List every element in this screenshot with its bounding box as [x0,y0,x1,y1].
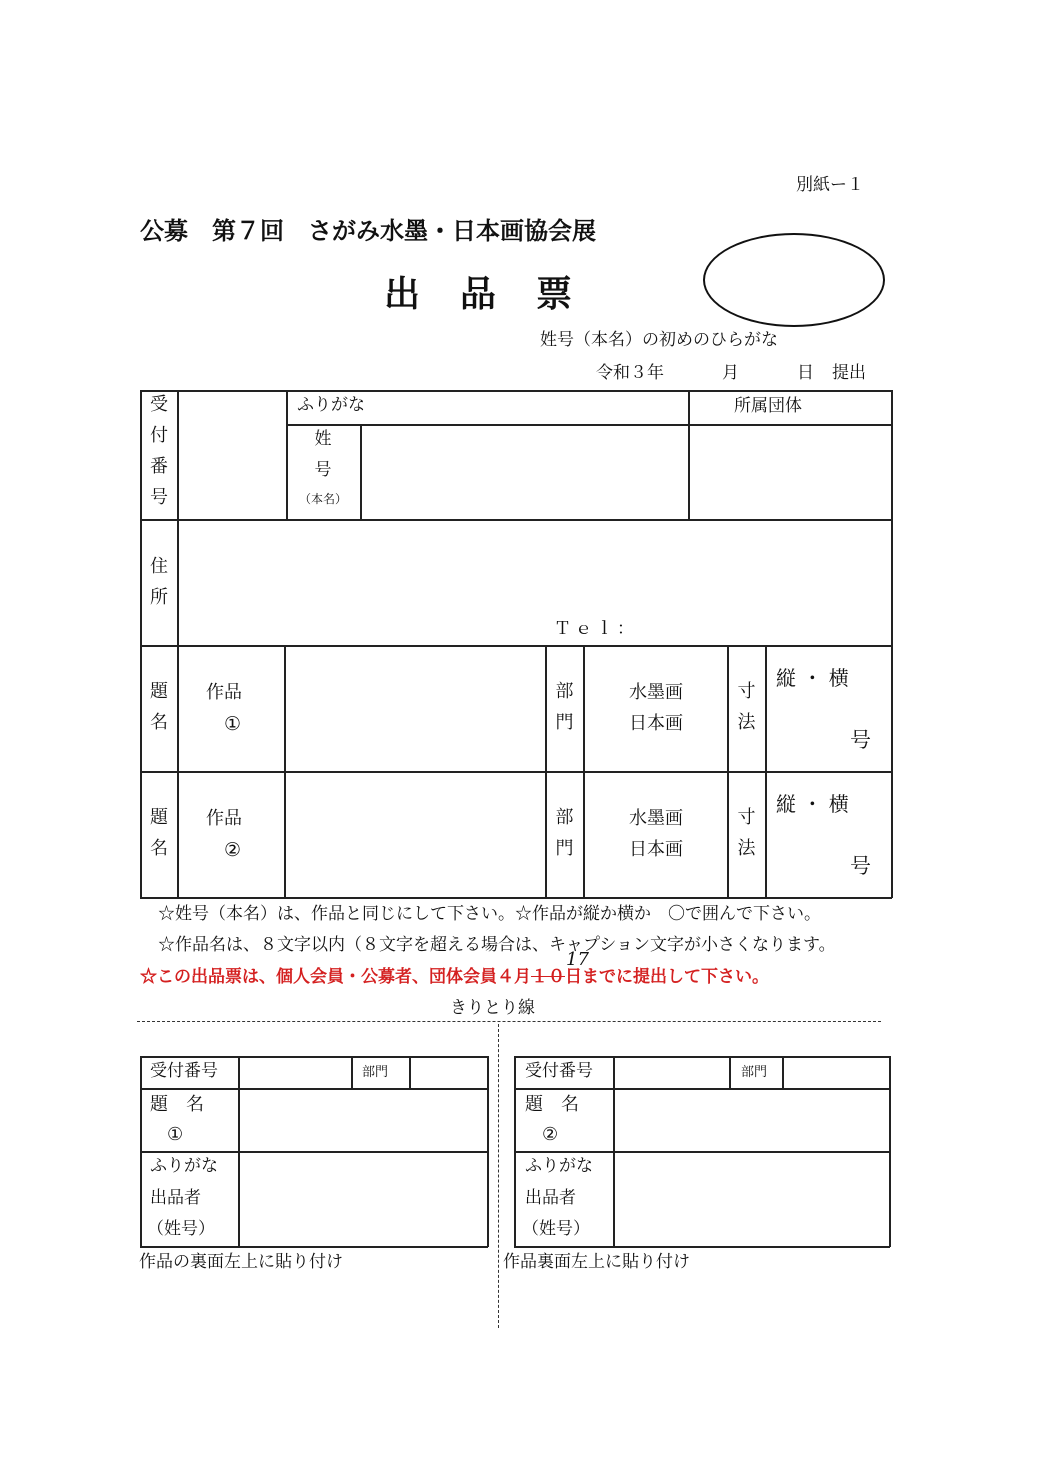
deadline-text-end: 日までに提出して下さい。 [565,967,769,987]
name-char: 姓 [314,429,332,449]
date-era: 令和３年 [596,363,664,383]
division-label [545,683,584,732]
name-char: 号 [314,460,332,480]
size-label [727,683,766,732]
date-month: 月 [722,363,739,383]
tag-2-reception-label: 受付番号 [525,1061,593,1081]
size-unit: 号 [850,728,871,752]
size-char: 法 [737,712,756,733]
note-name-same: ☆姓号（本名）は、作品と同じにして下さい。☆作品が縦か横か 〇で囲んで下さい。 [158,904,821,924]
size-char: 寸 [737,807,756,828]
size-char: 法 [737,838,756,859]
title-char: 題 [150,681,168,702]
furigana-field[interactable] [370,392,686,423]
tag-2-title-label: 題 名 [525,1094,579,1115]
tag-2-exhibitor-label: 出品者 [525,1188,576,1208]
date-day: 日 [797,363,814,383]
address-char: 所 [150,587,168,608]
work-title-field[interactable] [286,773,544,896]
tag-2-division-label: 部門 [741,1065,768,1080]
affiliation-field[interactable] [690,426,890,518]
division-option-suiboku[interactable]: 水墨画 [629,808,683,829]
title-char: 名 [150,712,168,733]
address-char: 住 [150,556,168,577]
tag-2-reception-field[interactable] [615,1058,728,1087]
title-label [140,683,178,732]
name-label [286,431,360,505]
tag-1-division-label: 部門 [362,1065,389,1080]
deadline-struck-date: １０ [531,967,565,987]
page-title: 公募 第７回 さがみ水墨・日本画協会展 [140,216,596,245]
reception-no-char: 受 [150,394,168,415]
date-submit: 提出 [832,363,866,383]
work-row-1 [0,645,1050,771]
division-char: 部 [555,681,574,702]
tag-1-exhibitor-label: 出品者 [150,1188,201,1208]
cut-line [137,1021,881,1022]
division-char: 門 [555,712,574,733]
division-option-nihonga[interactable]: 日本画 [629,839,683,860]
orientation-options[interactable]: 縦 ・ 横 [776,666,849,690]
name-field[interactable] [362,426,687,518]
work-number: ① [224,713,242,735]
note-title-length: ☆作品名は、８文字以内（８文字を超える場合は、キャプション文字が小さくなります。 [158,935,836,955]
circle-caption: 姓号（本名）の初めのひらがな [540,330,778,350]
date-line [0,365,1050,387]
division-char: 門 [555,838,574,859]
tag-1-title-label: 題 名 [150,1094,204,1115]
tel-label: Ｔｅｌ： [554,619,638,639]
reception-no-char: 号 [150,487,168,508]
tag-1-division-field[interactable] [411,1058,486,1087]
size-label [727,809,766,858]
tag-1-reception-label: 受付番号 [150,1061,218,1081]
furigana-label: ふりがな [297,395,365,415]
size-char: 寸 [737,681,756,702]
tag-2-furigana-label: ふりがな [525,1156,593,1176]
division-option-suiboku[interactable]: 水墨画 [629,682,683,703]
work-label: 作品 [206,682,242,703]
cut-line-label: きりとり線 [450,998,535,1018]
reception-no-char: 番 [150,456,168,477]
address-field[interactable] [179,521,890,616]
affiliation-label: 所属団体 [734,396,802,416]
division-option-nihonga[interactable]: 日本画 [629,713,683,734]
division-label [545,809,584,858]
deadline-text: ☆この出品票は、個人会員・公募者、団体会員４月 [140,967,531,987]
work-row-2 [0,771,1050,897]
annex-label: 別紙ー１ [796,175,864,195]
work-label: 作品 [206,808,242,829]
form-title: 出 品 票 [384,273,575,315]
tag-2-division-field[interactable] [784,1058,888,1087]
tag-2-title-field[interactable] [615,1090,888,1150]
hiragana-circle[interactable] [703,233,885,327]
tag-1-exhibitor-field[interactable] [240,1153,486,1245]
tag-1-name-note: （姓号） [147,1219,215,1239]
title-char: 名 [150,838,168,859]
note-deadline [140,969,769,986]
size-unit: 号 [850,854,871,878]
tag-1-instruction: 作品の裏面左上に貼り付け [139,1252,343,1272]
tag-1-reception-field[interactable] [240,1058,350,1087]
work-title-field[interactable] [286,647,544,770]
orientation-options[interactable]: 縦 ・ 横 [776,792,849,816]
work-number: ② [224,839,242,861]
name-note: （本名） [298,492,347,506]
reception-no-label [140,396,178,507]
division-char: 部 [555,807,574,828]
address-label [140,558,178,607]
title-char: 題 [150,807,168,828]
reception-no-char: 付 [150,425,168,446]
tag-2-instruction: 作品裏面左上に貼り付け [503,1252,690,1272]
tag-1-furigana-label: ふりがな [150,1156,218,1176]
tag-2-work-number: ② [542,1124,559,1145]
deadline-handwritten-correction: 17 [566,949,589,970]
cut-line-vertical [498,1024,499,1328]
reception-no-field[interactable] [179,392,285,518]
tag-1-title-field[interactable] [240,1090,486,1150]
tag-2-exhibitor-field[interactable] [615,1153,888,1245]
tag-1-work-number: ① [167,1124,184,1145]
title-label [140,809,178,858]
tag-2-name-note: （姓号） [522,1219,590,1239]
